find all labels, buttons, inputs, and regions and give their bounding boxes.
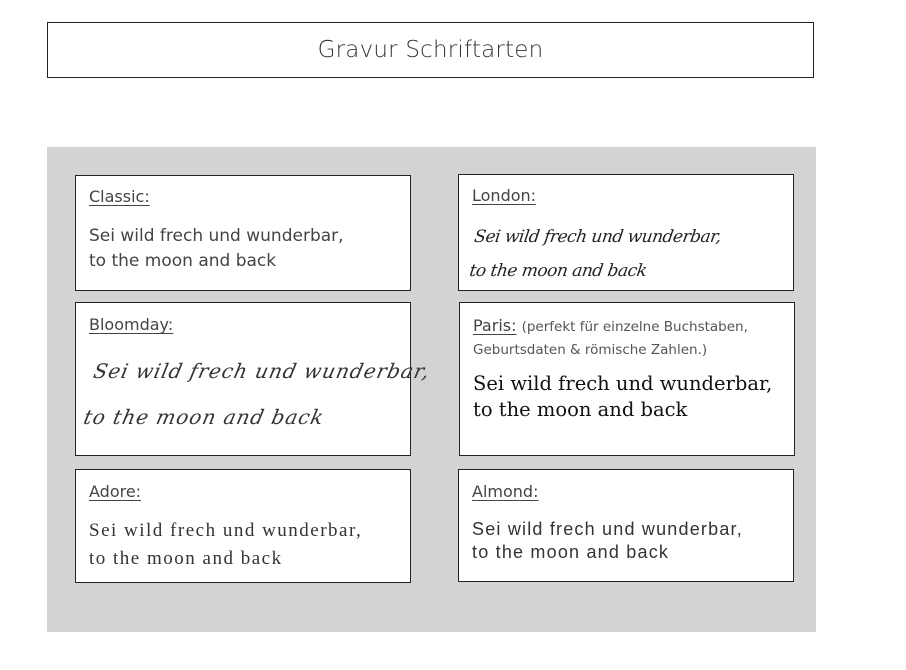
- sample-line-1: Sei wild frech und wunderbar,: [472, 227, 723, 247]
- font-name-label: London:: [472, 186, 537, 205]
- font-name-label: Almond:: [472, 482, 539, 501]
- font-note-line-2: Geburtsdaten & römische Zahlen.): [473, 342, 708, 358]
- font-sample-text: [473, 371, 772, 423]
- font-sample-text: [472, 518, 743, 564]
- font-card-london: [458, 174, 794, 291]
- font-card-adore: [75, 469, 411, 583]
- sample-line-2: to the moon and back: [468, 261, 648, 281]
- page-title-box: [47, 22, 814, 78]
- sample-line-1: Sei wild frech und wunderbar,: [473, 372, 773, 395]
- sample-line-2: to the moon and back: [472, 542, 670, 562]
- sample-line-2: to the moon and back: [89, 251, 277, 271]
- page-title: Gravur Schriftarten: [317, 37, 544, 63]
- sample-line-1: Sei wild frech und wunderbar,: [472, 519, 743, 539]
- font-name-label: Bloomday:: [89, 315, 174, 334]
- sample-line-1: Sei wild frech und wunderbar,: [91, 359, 433, 383]
- sample-line-2: to the moon and back: [81, 405, 327, 429]
- sample-line-1: Sei wild frech und wunderbar,: [89, 226, 344, 246]
- font-samples-panel: [47, 147, 816, 632]
- font-name-label: Paris:: [473, 316, 517, 335]
- font-sample-text: [79, 348, 435, 440]
- sample-line-1: Sei wild frech und wunderbar,: [89, 520, 363, 541]
- font-header: [473, 315, 748, 361]
- font-sample-text: [89, 224, 344, 274]
- font-sample-text: [467, 220, 723, 288]
- sample-line-2: to the moon and back: [89, 548, 283, 569]
- font-card-classic: [75, 175, 411, 291]
- font-card-almond: [458, 469, 794, 582]
- font-note-line-1: (perfekt für einzelne Buchstaben,: [521, 319, 748, 335]
- font-card-paris: [459, 302, 795, 456]
- font-name-label: Classic:: [89, 187, 150, 206]
- font-card-bloomday: [75, 302, 433, 456]
- font-name-label: Adore:: [89, 482, 142, 501]
- font-sample-text: [89, 517, 362, 573]
- sample-line-2: to the moon and back: [473, 398, 688, 421]
